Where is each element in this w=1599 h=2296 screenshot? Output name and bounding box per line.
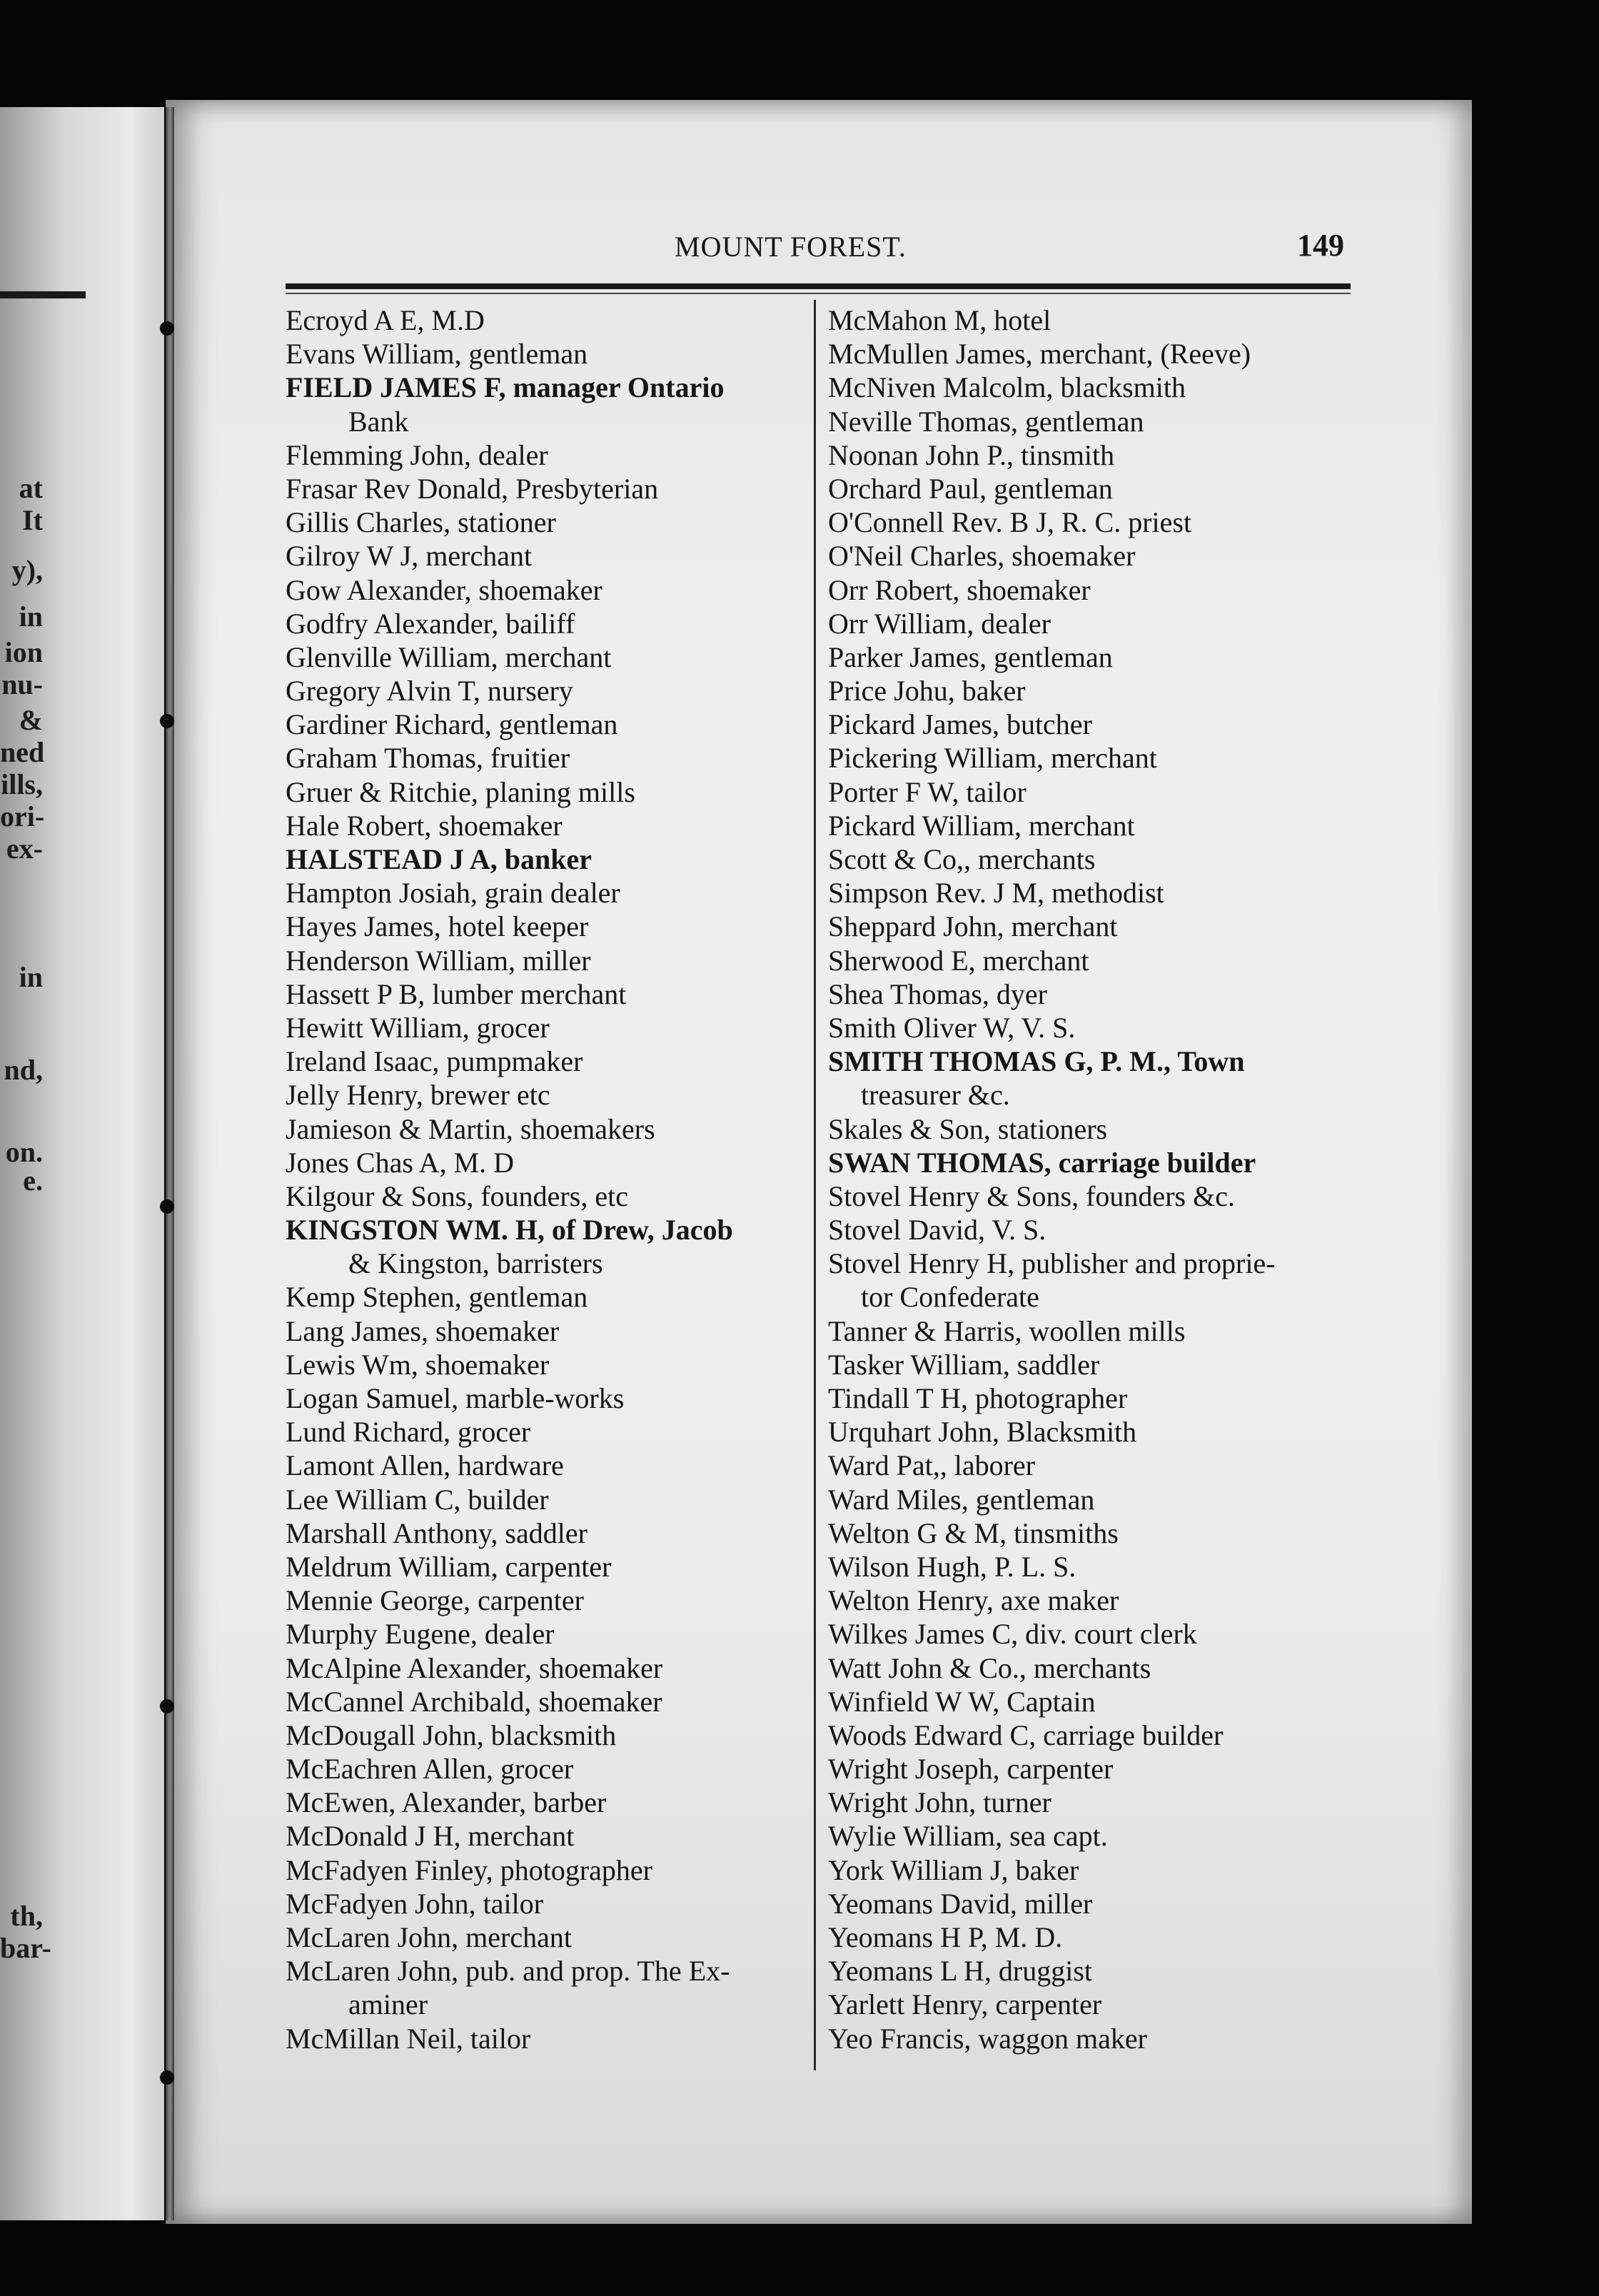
directory-entry: Noonan John P., tinsmith (828, 438, 1115, 471)
directory-entry: McFadyen Finley, photographer (286, 1853, 652, 1886)
directory-entry: HALSTEAD J A, banker (286, 843, 592, 875)
binding-stitch (160, 321, 174, 336)
directory-entry: Orchard Paul, gentleman (828, 472, 1113, 505)
directory-entry: Flemming John, dealer (286, 438, 548, 471)
directory-entry: Gardiner Richard, gentleman (286, 708, 618, 741)
facing-page-fragment: bar- (0, 1932, 51, 1964)
directory-entry: Pickard William, merchant (828, 809, 1135, 842)
directory-entry: Shea Thomas, dyer (828, 977, 1047, 1010)
directory-entry: Logan Samuel, marble-works (286, 1382, 625, 1414)
directory-entry-continuation: aminer (348, 1988, 428, 2021)
directory-entry: Hayes James, hotel keeper (286, 910, 589, 943)
directory-entry: Jamieson & Martin, shoemakers (286, 1112, 655, 1145)
facing-page-fragment: nu- (1, 668, 43, 700)
directory-entry: Sheppard John, merchant (828, 910, 1118, 943)
directory-entry: Neville Thomas, gentleman (828, 405, 1144, 438)
directory-entry: SWAN THOMAS, carriage builder (828, 1146, 1256, 1179)
directory-entry: McMullen James, merchant, (Reeve) (828, 338, 1251, 371)
directory-entry: Marshall Anthony, saddler (286, 1516, 587, 1549)
directory-entry: Godfry Alexander, bailiff (286, 607, 575, 640)
directory-entry: Hampton Josiah, grain dealer (286, 877, 620, 910)
directory-entry: Murphy Eugene, dealer (286, 1618, 555, 1651)
directory-entry: Stovel Henry & Sons, founders &c. (828, 1179, 1235, 1212)
directory-entry: McNiven Malcolm, blacksmith (828, 371, 1186, 404)
directory-entry: Smith Oliver W, V. S. (828, 1011, 1076, 1044)
directory-entry: McLaren John, pub. and prop. The Ex- (286, 1955, 730, 1988)
directory-entry: Pickard James, butcher (828, 708, 1092, 741)
directory-entry: Scott & Co,, merchants (828, 843, 1096, 875)
directory-entry: Henderson William, miller (286, 944, 591, 977)
facing-page-fragment: at (19, 472, 43, 504)
directory-entry: Welton Henry, axe maker (828, 1584, 1119, 1617)
left-column (286, 303, 814, 2055)
facing-page-fragment: ex- (6, 832, 43, 865)
binding-stitch (160, 714, 174, 728)
facing-page-fragment: ori- (0, 800, 45, 832)
directory-entry: Mennie George, carpenter (286, 1584, 584, 1617)
directory-entry: Frasar Rev Donald, Presbyterian (286, 472, 659, 505)
directory-entry: Gregory Alvin T, nursery (286, 675, 573, 708)
directory-entry: Lang James, shoemaker (286, 1314, 560, 1347)
right-column (828, 303, 1371, 2055)
facing-page-fragment: e. (23, 1164, 43, 1197)
directory-entry: SMITH THOMAS G, P. M., Town (828, 1045, 1245, 1078)
facing-page-fragment: & (19, 704, 43, 736)
directory-entry: Hale Robert, shoemaker (286, 809, 563, 842)
directory-entry: Tasker William, saddler (828, 1348, 1100, 1381)
directory-entry: Stovel Henry H, publisher and proprie- (828, 1247, 1276, 1280)
directory-entry: Price Johu, baker (828, 675, 1026, 708)
directory-entry: McDonald J H, merchant (286, 1820, 575, 1853)
directory-entry: Yeomans David, miller (828, 1887, 1093, 1920)
directory-entry: Gillis Charles, stationer (286, 506, 556, 539)
directory-entry: Ward Miles, gentleman (828, 1483, 1095, 1516)
directory-entry: York William J, baker (828, 1853, 1079, 1886)
header-rule-thin (286, 293, 1351, 294)
directory-entry: McCannel Archibald, shoemaker (286, 1685, 662, 1718)
directory-entry: Gruer & Ritchie, planing mills (286, 775, 635, 808)
directory-entry: Lewis Wm, shoemaker (286, 1348, 550, 1381)
facing-page-fragment: It (22, 504, 43, 536)
directory-entry: Meldrum William, carpenter (286, 1550, 612, 1583)
facing-page-fragment: ills, (1, 768, 43, 800)
directory-entry: Orr Robert, shoemaker (828, 573, 1091, 606)
directory-entry: Tanner & Harris, woollen mills (828, 1314, 1186, 1347)
directory-entry: Evans William, gentleman (286, 338, 588, 371)
directory-entry: FIELD JAMES F, manager Ontario (286, 371, 725, 404)
directory-entry: Welton G & M, tinsmiths (828, 1516, 1119, 1549)
directory-entry: McDougall John, blacksmith (286, 1718, 617, 1751)
directory-entry: McFadyen John, tailor (286, 1887, 544, 1920)
directory-entry-continuation: & Kingston, barristers (348, 1247, 603, 1280)
facing-page-fragment: y), (11, 554, 43, 586)
directory-entry: Woods Edward C, carriage builder (828, 1718, 1224, 1751)
directory-entry: Lamont Allen, hardware (286, 1449, 564, 1482)
directory-entry: Graham Thomas, fruitier (286, 742, 570, 775)
facing-page-fragment: ned (0, 736, 45, 768)
directory-entry: Stovel David, V. S. (828, 1214, 1046, 1247)
directory-entry: Ecroyd A E, M.D (286, 304, 485, 336)
directory-entry: Yeomans L H, druggist (828, 1955, 1093, 1988)
facing-page-fragment: on. (5, 1136, 43, 1168)
directory-entry: Yeo Francis, waggon maker (828, 2022, 1147, 2055)
directory-entry: Skales & Son, stationers (828, 1112, 1108, 1145)
page-title: MOUNT FOREST. (675, 231, 907, 263)
facing-page-fragment: nd, (4, 1054, 43, 1086)
directory-entry: Yeomans H P, M. D. (828, 1921, 1063, 1953)
header-rule (286, 283, 1351, 289)
directory-entry: Wilkes James C, div. court clerk (828, 1618, 1197, 1651)
directory-entry: Kilgour & Sons, founders, etc (286, 1179, 628, 1212)
facing-page-fragment: in (19, 961, 43, 993)
directory-entry: Watt John & Co., merchants (828, 1651, 1151, 1684)
facing-page-fragment: th, (10, 1900, 43, 1932)
directory-entry: Ireland Isaac, pumpmaker (286, 1045, 583, 1078)
directory-entry: McMillan Neil, tailor (286, 2022, 531, 2055)
facing-page-fragment: ion (4, 636, 43, 668)
left-page-rule (0, 291, 86, 298)
binding-stitch (160, 1199, 174, 1214)
directory-entry: Hewitt William, grocer (286, 1011, 550, 1044)
directory-entry: Kemp Stephen, gentleman (286, 1281, 588, 1314)
directory-entry: Lund Richard, grocer (286, 1416, 531, 1449)
page-number: 149 (1297, 228, 1344, 263)
directory-entry-continuation: treasurer &c. (861, 1079, 1010, 1112)
directory-entry: Simpson Rev. J M, methodist (828, 877, 1164, 910)
directory-entry: Winfield W W, Captain (828, 1685, 1096, 1718)
directory-entry: O'Neil Charles, shoemaker (828, 540, 1136, 573)
directory-entry: Yarlett Henry, carpenter (828, 1988, 1102, 2021)
directory-entry-continuation: tor Confederate (861, 1281, 1039, 1314)
directory-entry: Tindall T H, photographer (828, 1382, 1128, 1414)
directory-entry: McEachren Allen, grocer (286, 1753, 574, 1786)
directory-entry: Hassett P B, lumber merchant (286, 977, 627, 1010)
directory-entry: Pickering William, merchant (828, 742, 1157, 775)
column-divider (814, 300, 816, 2070)
directory-entry: McMahon M, hotel (828, 304, 1051, 336)
page-spine (166, 107, 174, 2220)
directory-entry: Lee William C, builder (286, 1483, 549, 1516)
directory-entry: Jelly Henry, brewer etc (286, 1079, 550, 1112)
directory-entry: McLaren John, merchant (286, 1921, 572, 1953)
directory-entry: Parker James, gentleman (828, 640, 1113, 673)
binding-stitch (160, 1699, 174, 1713)
directory-entry: Gow Alexander, shoemaker (286, 573, 602, 606)
directory-entry: Wright John, turner (828, 1786, 1051, 1819)
directory-entry: Sherwood E, merchant (828, 944, 1089, 977)
directory-entry: Urquhart John, Blacksmith (828, 1416, 1137, 1449)
directory-entry: Glenville William, merchant (286, 640, 612, 673)
directory-entry: Orr William, dealer (828, 607, 1051, 640)
directory-entry: KINGSTON WM. H, of Drew, Jacob (286, 1214, 733, 1247)
directory-entry: Ward Pat,, laborer (828, 1449, 1035, 1482)
directory-entry: Wylie William, sea capt. (828, 1820, 1108, 1853)
directory-entry-continuation: Bank (348, 405, 409, 438)
directory-entry: Wilson Hugh, P. L. S. (828, 1550, 1076, 1583)
directory-entry: O'Connell Rev. B J, R. C. priest (828, 506, 1192, 539)
binding-stitch (160, 2070, 174, 2085)
facing-page-fragment: in (19, 600, 43, 633)
directory-entry: Wright Joseph, carpenter (828, 1753, 1114, 1786)
directory-entry: McAlpine Alexander, shoemaker (286, 1651, 663, 1684)
directory-entry: Gilroy W J, merchant (286, 540, 533, 573)
directory-entry: McEwen, Alexander, barber (286, 1786, 607, 1819)
directory-entry: Jones Chas A, M. D (286, 1146, 515, 1179)
directory-entry: Porter F W, tailor (828, 775, 1027, 808)
